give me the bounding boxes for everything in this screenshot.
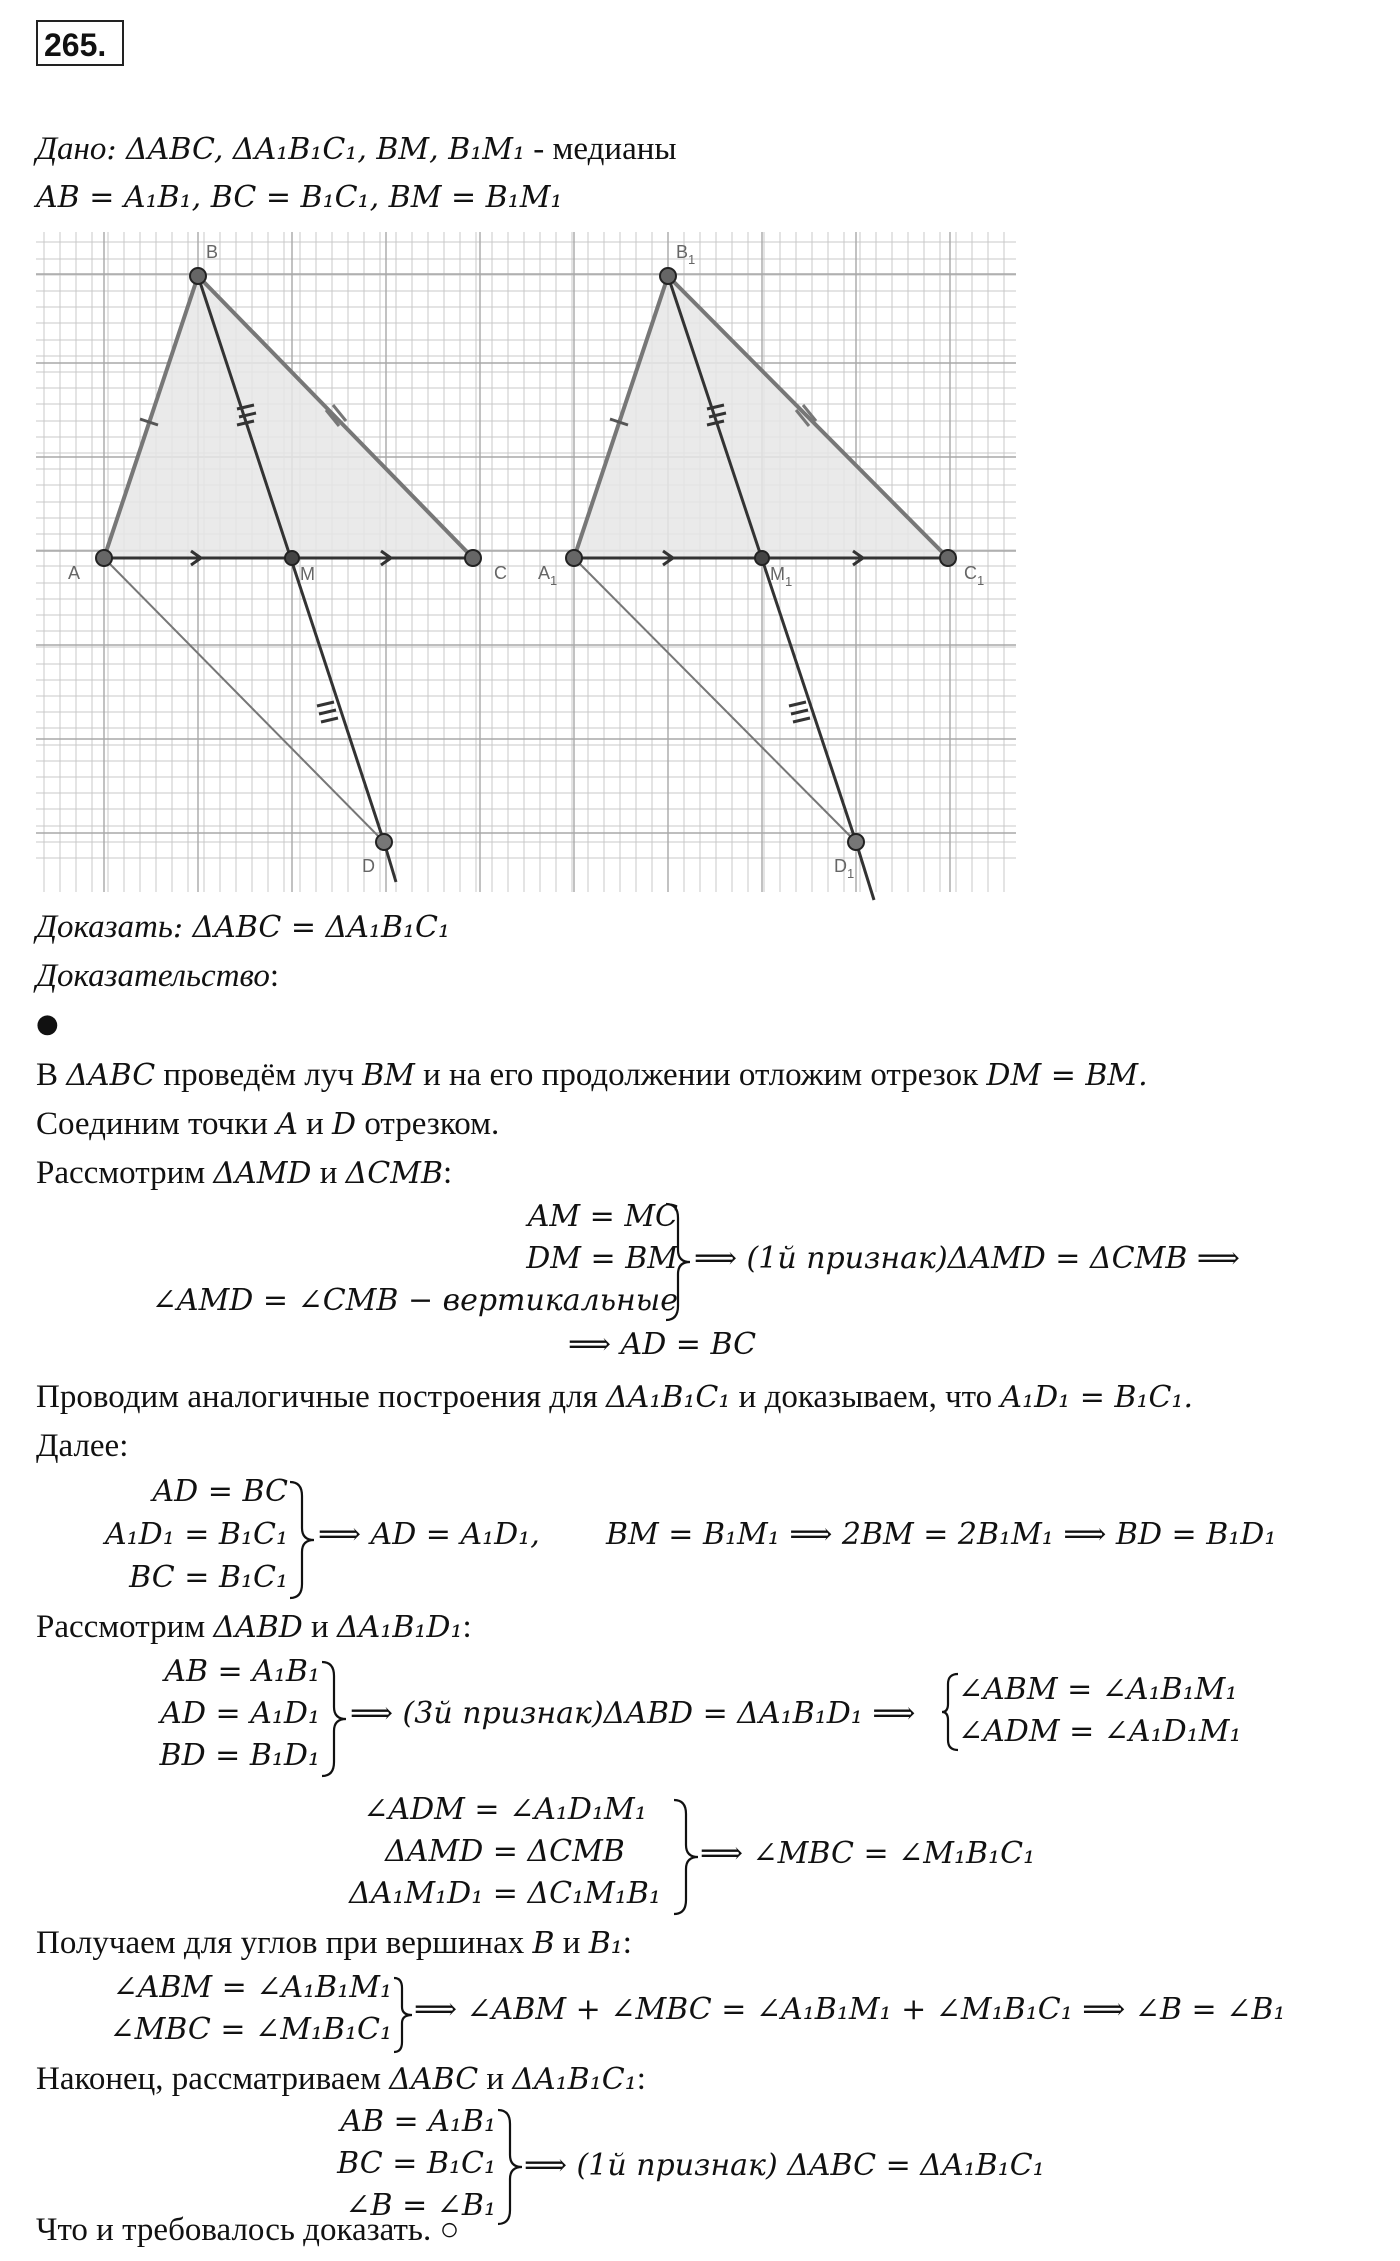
closing-line: Что и требовалось доказать. ○ [36, 2212, 460, 2248]
sys6-line-2: BC = B₁C₁ [337, 2146, 496, 2181]
sys2-result-b: BM = B₁M₁ ⟹ 2BM = 2B₁M₁ ⟹ BD = B₁D₁ [606, 1517, 1277, 1552]
given-text: - медианы [525, 131, 677, 167]
sys4-line-2: ΔAMD = ΔCMB [385, 1834, 625, 1869]
p7-d: B₁ [588, 1926, 623, 1961]
label-c: C [494, 563, 507, 583]
label-d: D [362, 856, 375, 876]
p3-c: и [311, 1155, 346, 1191]
p1-c: проведём луч [155, 1057, 363, 1093]
paragraph-2 [36, 1103, 499, 1145]
p6-b: ΔABD [213, 1610, 303, 1645]
point-c [465, 550, 481, 566]
p4-a: Проводим аналогичные построения для [36, 1379, 606, 1415]
p3-e: : [443, 1155, 453, 1191]
p8-a: Наконец, рассматриваем [36, 2061, 390, 2097]
p1-f: DM = BM. [986, 1058, 1148, 1093]
problem-number: 265. [36, 20, 124, 66]
sys1-result: ⟹ (1й признак)ΔAMD = ΔCMB ⟹ [694, 1241, 1240, 1276]
sys3-line-2: AD = A₁D₁ [160, 1696, 320, 1731]
sys1-line-1: AM = MC [527, 1199, 678, 1234]
label-m1: $M_1$ [770, 564, 793, 589]
sys1-result-2: ⟹ AD = BC [568, 1327, 757, 1362]
paragraph-6 [36, 1606, 472, 1648]
given-line-2: AB = A₁B₁, BC = B₁C₁, BM = B₁M₁ [36, 180, 563, 215]
point-a [96, 550, 112, 566]
sys3-result: ⟹ (3й признак)ΔABD = ΔA₁B₁D₁ ⟹ [350, 1696, 916, 1731]
p6-a: Рассмотрим [36, 1609, 214, 1645]
p8-d: ΔA₁B₁C₁ [512, 2062, 637, 2097]
sys4-brace [672, 1798, 702, 1916]
p2-c: и [297, 1106, 333, 1142]
p4-d: A₁D₁ = B₁C₁. [1000, 1380, 1193, 1415]
label-a: A [68, 563, 81, 583]
sys3-right-brace [940, 1672, 960, 1752]
p1-b: ΔABC [66, 1058, 156, 1093]
point-b1 [660, 268, 676, 284]
geometry-figure [36, 222, 1026, 902]
paragraph-7 [36, 1922, 632, 1964]
p6-c: и [302, 1609, 337, 1645]
p7-b: B [532, 1926, 555, 1961]
point-m [285, 551, 299, 565]
p1-e: и на его продолжении отложим отрезок [414, 1057, 987, 1093]
triangle-abc [68, 242, 507, 882]
segment-ad [104, 558, 384, 842]
p4-b: ΔA₁B₁C₁ [606, 1380, 731, 1415]
p6-e: : [462, 1609, 472, 1645]
sys1-line-2: DM = BM [526, 1241, 678, 1276]
p7-e: : [622, 1925, 632, 1961]
sys6-brace [496, 2108, 526, 2226]
point-a1 [566, 550, 582, 566]
given-label: Дано [36, 131, 107, 167]
point-c1 [940, 550, 956, 566]
prove-math: : ΔABC = ΔA₁B₁C₁ [172, 910, 450, 945]
sys3-right-1: ∠ABM = ∠A₁B₁M₁ [958, 1672, 1238, 1707]
label-d1: $D_1$ [834, 856, 855, 881]
p8-b: ΔABC [389, 2062, 479, 2097]
given-math: : ΔABC, ΔA₁B₁C₁, BM, B₁M₁ [106, 132, 526, 167]
paragraph-1 [36, 1054, 1148, 1096]
sys5-line-1: ∠ABM = ∠A₁B₁M₁ [112, 1970, 392, 2005]
p8-c: и [478, 2061, 513, 2097]
point-b [190, 268, 206, 284]
sys3-line-1: AB = A₁B₁ [164, 1654, 320, 1689]
prove-line [36, 906, 450, 948]
sys3-brace [320, 1660, 350, 1778]
sys2-result: ⟹ AD = A₁D₁, [318, 1517, 540, 1552]
sys4-line-3: ΔA₁M₁D₁ = ΔC₁M₁B₁ [349, 1876, 661, 1911]
point-d1 [848, 834, 864, 850]
sys2-brace [288, 1480, 318, 1600]
sys1-line-3: ∠AMD = ∠CMB − вертикальные [151, 1283, 678, 1318]
p1-a: В [36, 1057, 67, 1093]
label-c1: $C_1$ [964, 563, 985, 588]
sys3-right-2: ∠ADM = ∠A₁D₁M₁ [958, 1714, 1242, 1749]
paragraph-8 [36, 2058, 646, 2100]
sys2-line-1: AD = BC [152, 1474, 288, 1509]
sys4-result: ⟹ ∠MBC = ∠M₁B₁C₁ [700, 1836, 1036, 1871]
label-a1: $A_1$ [538, 563, 558, 588]
label-b: B [206, 242, 219, 262]
p3-b: ΔAMD [213, 1156, 312, 1191]
sys2-line-3: BC = B₁C₁ [129, 1560, 288, 1595]
p1-d: BM [362, 1058, 415, 1093]
p6-d: ΔA₁B₁D₁ [336, 1610, 463, 1645]
sys6-result: ⟹ (1й признак) ΔABC = ΔA₁B₁C₁ [524, 2148, 1045, 2183]
paragraph-5: Далее: [36, 1428, 129, 1464]
point-m1 [755, 551, 769, 565]
label-m: M [300, 564, 315, 584]
proof-label: Доказательство [36, 958, 270, 994]
point-d [376, 834, 392, 850]
given-line-1 [36, 128, 677, 170]
sys6-line-3: ∠B = ∠B₁ [345, 2188, 496, 2223]
sys2-line-2: A₁D₁ = B₁C₁ [104, 1517, 288, 1552]
sys5-brace [392, 1976, 416, 2054]
p3-a: Рассмотрим [36, 1155, 214, 1191]
p7-c: и [554, 1925, 589, 1961]
sys5-result: ⟹ ∠ABM + ∠MBC = ∠A₁B₁M₁ + ∠M₁B₁C₁ ⟹ ∠B = ∠B₁ [414, 1992, 1286, 2027]
p2-d: D [332, 1107, 357, 1142]
triangle-a1b1c1 [538, 242, 984, 900]
label-b1: $B_1$ [676, 242, 696, 267]
p7-a: Получаем для углов при вершинах [36, 1925, 533, 1961]
sys3-line-3: BD = B₁D₁ [159, 1738, 320, 1773]
p4-c: и доказываем, что [730, 1379, 1001, 1415]
p8-e: : [636, 2061, 646, 2097]
prove-label: Доказать [36, 909, 173, 945]
p3-d: ΔCMB [345, 1156, 444, 1191]
sys4-line-1: ∠ADM = ∠A₁D₁M₁ [363, 1792, 647, 1827]
paragraph-3 [36, 1152, 452, 1194]
sys1-brace [664, 1202, 694, 1322]
sys6-line-1: AB = A₁B₁ [340, 2104, 496, 2139]
sys5-line-2: ∠MBC = ∠M₁B₁C₁ [109, 2012, 392, 2047]
proof-heading [36, 955, 279, 996]
p2-a: Соединим точки [36, 1106, 277, 1142]
bullet: ● [36, 1009, 59, 1039]
segment-a1d1 [574, 558, 856, 842]
p2-b: A [276, 1107, 298, 1142]
p2-e: отрезком. [356, 1106, 500, 1142]
paragraph-4 [36, 1376, 1193, 1418]
proof-colon: : [269, 958, 280, 994]
